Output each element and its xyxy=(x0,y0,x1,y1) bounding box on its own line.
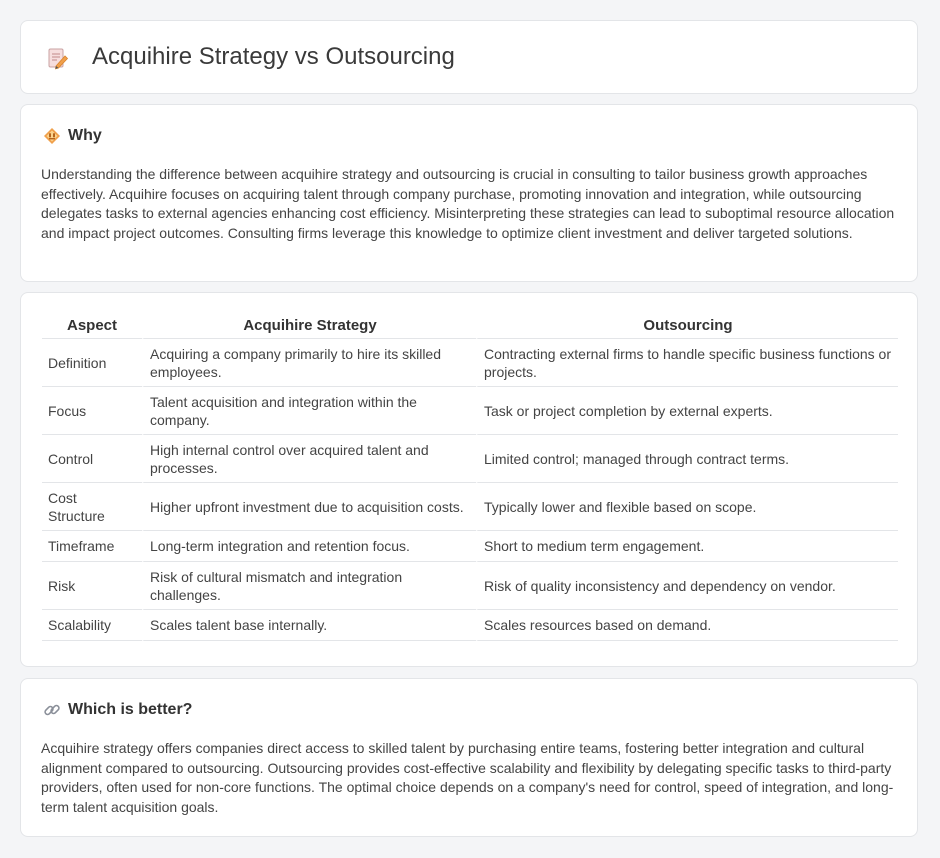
table-row xyxy=(42,610,898,641)
table-row xyxy=(42,387,898,435)
acquihire-cell: Talent acquisition and integration within the company. xyxy=(142,387,476,435)
page-title: Acquihire Strategy vs Outsourcing xyxy=(92,43,455,70)
aspect-cell: Definition xyxy=(42,339,142,387)
header-outsourcing: Outsourcing xyxy=(476,313,898,339)
table-row xyxy=(42,339,898,387)
which-better-section xyxy=(20,678,918,837)
title-card xyxy=(20,20,918,94)
comparison-table xyxy=(42,313,898,641)
diamond-warning-icon xyxy=(43,127,61,145)
acquihire-cell: High internal control over acquired talent and processes. xyxy=(142,435,476,483)
link-icon xyxy=(43,701,61,719)
outsourcing-cell: Task or project completion by external experts. xyxy=(476,387,898,435)
header-aspect: Aspect xyxy=(42,313,142,339)
aspect-cell: Control xyxy=(42,435,142,483)
acquihire-cell: Acquiring a company primarily to hire its skilled employees. xyxy=(142,339,476,387)
aspect-cell: Scalability xyxy=(42,610,142,641)
acquihire-cell: Higher upfront investment due to acquisition costs. xyxy=(142,483,476,531)
comparison-card xyxy=(20,292,918,667)
acquihire-cell: Risk of cultural mismatch and integration challenges. xyxy=(142,562,476,610)
aspect-cell: Cost Structure xyxy=(42,483,142,531)
table-header-row xyxy=(42,313,898,339)
why-heading xyxy=(43,127,102,145)
outsourcing-cell: Risk of quality inconsistency and dependency on vendor. xyxy=(476,562,898,610)
aspect-cell: Focus xyxy=(42,387,142,435)
outsourcing-cell: Contracting external firms to handle specific business functions or projects. xyxy=(476,339,898,387)
better-text: Acquihire strategy offers companies direct access to skilled talent by purchasing entire teams, fostering better integration and cultural alignment compared to outsourcing. Outsourcing provides cost-effective scalability and flexibility by delegating specific tasks to third-party providers, often used for non-core functions. The optimal choice depends on a company's need for control, speed of integration, and long-term talent acquisition goals. xyxy=(41,740,894,815)
table-row xyxy=(42,483,898,531)
why-heading-label: Why xyxy=(68,127,102,144)
why-section xyxy=(20,104,918,282)
header-acquihire: Acquihire Strategy xyxy=(142,313,476,339)
document-edit-icon xyxy=(47,47,69,71)
why-text: Understanding the difference between acquihire strategy and outsourcing is crucial in consulting to tailor business growth approaches effectively. Acquihire focuses on acquiring talent through company purchase, promoting innovation and integration, while outsourcing delegates tasks to external agencies enhancing cost efficiency. Misinterpreting these strategies can lead to suboptimal resource allocation and impact project outcomes. Consulting firms leverage this knowledge to optimize client investment and deliver targeted solutions. xyxy=(41,166,895,241)
acquihire-cell: Scales talent base internally. xyxy=(142,610,476,641)
table-row xyxy=(42,562,898,610)
aspect-cell: Risk xyxy=(42,562,142,610)
table-row xyxy=(42,435,898,483)
better-heading-label: Which is better? xyxy=(68,701,193,718)
aspect-cell: Timeframe xyxy=(42,531,142,562)
acquihire-cell: Long-term integration and retention focus. xyxy=(142,531,476,562)
table-row xyxy=(42,531,898,562)
better-heading xyxy=(43,701,192,719)
outsourcing-cell: Limited control; managed through contract terms. xyxy=(476,435,898,483)
outsourcing-cell: Short to medium term engagement. xyxy=(476,531,898,562)
outsourcing-cell: Scales resources based on demand. xyxy=(476,610,898,641)
outsourcing-cell: Typically lower and flexible based on scope. xyxy=(476,483,898,531)
